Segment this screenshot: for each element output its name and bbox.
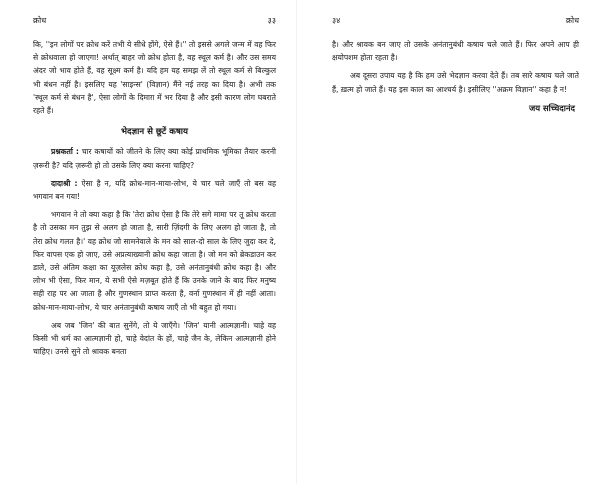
section-heading: भेदज्ञान से छूटें कषाय <box>120 127 189 138</box>
answer-text: ऐसा है न, यदि क्रोध-मान-माया-लोभ, ये चार चले जाएँ तो बस वह भगवान बन गया! <box>33 178 276 202</box>
questioner-label: प्रश्नकर्ता : <box>51 147 79 157</box>
left-page-header <box>33 14 276 28</box>
page-number: ३३ <box>267 16 276 25</box>
paragraph: है। और श्रावक बन जाए तो उसके अनंतानुबंधी कषाय चले जाते हैं। फिर अपने आप ही क्षयोपशम होता रहता है। <box>332 40 579 63</box>
running-title: क्रोध <box>565 16 579 25</box>
paragraph: भगवान ने तो क्या कहा है कि 'तेरा क्रोध ऐसा है कि तेरे सगे मामा पर तू क्रोध करता है तो उसका मन तुझ से अलग हो जाता है, सारी ज़िंदगी के लिए अलग हो जाता है, तो तेरा क्रोध गलत है।' वह क्रोध जो सामनेवाले के मन को साल-दो साल के लिए जुदा कर दे, फिर वापस एक हो जाए, उसे अप्रत्याख्यानी क्रोध कहा जाता है। जो मन को ब्रेकडाउन कर डाले, उसे अंतिम कक्षा का यूज़लेस क्रोध कहा है, उसे अनंतानुबंधी क्रोध कहा है। और लोभ भी ऐसा, फिर मान, ये सभी ऐसे मज़बूत होते हैं कि उनके जाने के बाद फिर मनुष्य सही राह पर आ जाता है और गुणस्थान प्राप्त करता है, वर्ना गुणस्थान में ही नहीं आता। क्रोध-मान-माया-लोभ, ये चार अनंतानुबंधी कषाय जाएँ तो भी बहुत हो गया। <box>33 210 276 312</box>
question-text: चार कषायों को जीतने के लिए क्या कोई प्राथमिक भूमिका तैयार करनी ज़रूरी है? यदि ज़रूरी हो तो उसके लिए क्या करना चाहिए? <box>33 147 276 170</box>
book-gutter <box>296 0 297 484</box>
left-page <box>0 0 290 484</box>
running-title: क्रोध <box>33 16 47 25</box>
dadashri-label: दादाश्री : <box>51 178 78 188</box>
page-number: ३४ <box>332 16 341 25</box>
question-paragraph <box>33 145 276 171</box>
paragraph: कि, ''इन लोगों पर क्रोध करें तभी ये सीधे होंगे, ऐसे हैं।'' तो इससे अगले जन्म में वह फिर से क्रोधवाला हो जाएगा! अर्थात् बाहर जो क्रोध होता है, वह स्थूल कर्म है। और उस समय अंदर जो भाव होते हैं, वह सूक्ष्म कर्म है। यदि हम यह समझ लें तो स्थूल कर्म से बिल्कुल भी बंधन नहीं है। इसलिए यह 'साइन्स' (विज्ञान) मैंने नई तरह का दिया है। अभी तक 'स्थूल कर्म से बंधन है', ऐसा लोगों के दिमाग़ में भर दिया है और इसी कारण लोग घबराते रहते हैं। <box>33 40 276 116</box>
closing-signature: जय सच्चिदानंद <box>528 102 575 113</box>
right-page <box>302 0 599 484</box>
paragraph: अब दूसरा उपाय यह है कि हम उसे भेदज्ञान करवा देते हैं। तब सारे कषाय चले जाते हैं, ख़त्म हो जाते हैं। यह इस काल का आश्चर्य है। इसीलिए ''अक्रम विज्ञान'' कहा है न! <box>332 71 579 94</box>
right-page-header <box>332 14 579 28</box>
answer-paragraph <box>33 177 276 203</box>
paragraph: अब जब 'जिन' की बात सुनेंगे, तो ये जाएँगे। 'जिन' यानी आत्मज्ञानी। चाहे वह किसी भी धर्म का आत्मज्ञानी हो, चाहे वेदांत के हों, चाहे जैन के, लेकिन आत्मज्ञानी होने चाहिए। उनसे सुने तो श्रावक बनता <box>33 320 276 357</box>
